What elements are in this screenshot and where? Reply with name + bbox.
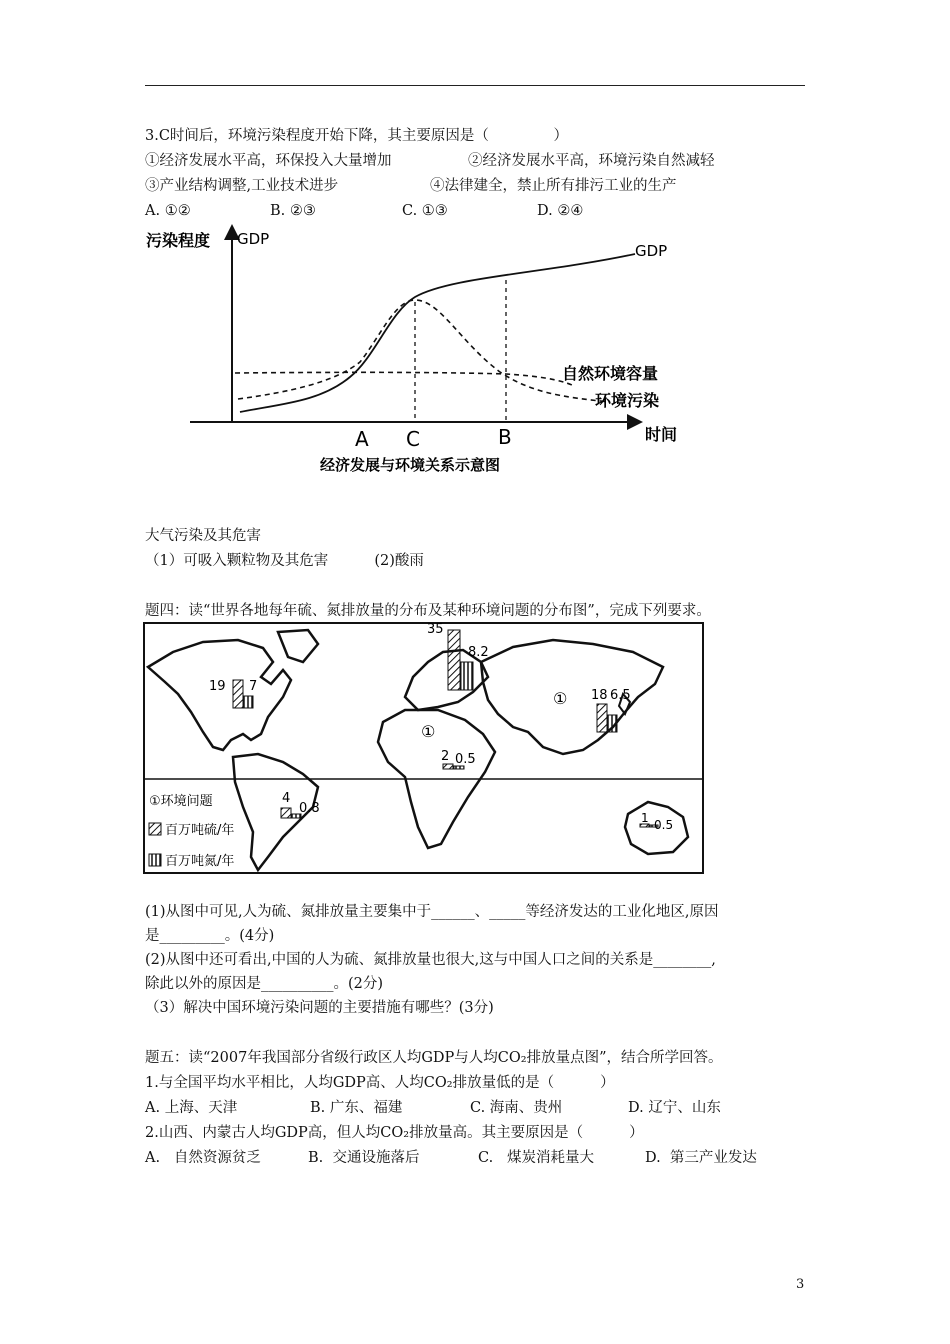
x-axis-label: 时间 [645,425,678,444]
legend-nitrogen: 百万吨氮/年 [165,854,235,869]
sa-sulfur-bar [281,808,291,818]
problem-marker-asia: ① [553,689,568,708]
graph-caption: 经济发展与环境关系示意图 [320,456,501,474]
sa-nitrogen-value: 0.8 [299,801,320,816]
gdp-curve-label: GDP [635,242,668,260]
na-nitrogen-value: 7 [249,679,258,694]
point-a-label: A [355,427,369,451]
economy-environment-graph [140,222,700,477]
q5-sub2-option-b: B. 交通设施落后 [308,1150,420,1166]
na-nitrogen-bar [244,696,253,708]
q3-choice-1: ①经济发展水平高，环保投入大量增加 [145,153,392,169]
air-pollution-title: 大气污染及其危害 [145,528,261,544]
asia-nitrogen-bar [608,715,617,732]
africa-nitrogen-value: 0.5 [455,752,476,767]
aus-nitrogen-value: 0.5 [654,818,674,832]
q4-part2-line2: 除此以外的原因是__________。(2分) [145,976,384,992]
europe-sulfur-bar [448,630,460,690]
q3-choice-2: ②经济发展水平高，环境污染自然减轻 [468,153,715,169]
q4-part1-line2: 是_________。(4分) [145,928,275,944]
q3-option-b: B. ②③ [270,203,316,219]
y-axis-label-gdp: GDP [237,230,270,248]
q5-sub1-option-c: C. 海南、贵州 [470,1100,563,1116]
na-sulfur-bar [233,680,243,708]
asia-nitrogen-value: 6.5 [610,688,631,703]
q5-stem: 题五：读“2007年我国部分省级行政区人均GDP与人均CO₂排放量点图”，结合所学回答。 [145,1050,723,1066]
point-c-label: C [406,427,420,451]
q3-choice-4: ④法律建全，禁止所有排污工业的生产 [430,178,677,194]
q5-sub1-option-d: D. 辽宁、山东 [628,1100,721,1116]
asia-sulfur-bar [597,704,607,732]
q3-option-c: C. ①③ [402,203,448,219]
q5-sub1: 1.与全国平均水平相比，人均GDP高、人均CO₂排放量低的是（ ） [145,1075,615,1091]
y-axis-label: 污染程度 [146,231,211,250]
q5-sub2-option-c: C. 煤炭消耗量大 [478,1150,595,1166]
europe-nitrogen-bar [461,662,473,690]
asia-sulfur-value: 18 [591,688,608,703]
legend-nitrogen-swatch [149,854,161,866]
na-sulfur-value: 19 [209,679,226,694]
problem-marker-africa: ① [421,722,436,741]
q4-part2-line1: (2)从图中还可看出,中国的人为硫、氮排放量也很大,这与中国人口之间的关系是________, [145,952,716,968]
gdp-curve [240,254,635,412]
q5-sub2: 2.山西、内蒙古人均GDP高，但人均CO₂排放量高。其主要原因是（ ） [145,1125,644,1141]
world-emissions-map [143,622,705,874]
aus-sulfur-value: 1 [641,811,649,825]
africa-sulfur-bar [443,764,453,769]
capacity-label: 自然环境容量 [562,364,659,383]
europe-nitrogen-value: 8.2 [468,645,489,660]
air-pollution-items: （1）可吸入颗粒物及其危害 (2)酸雨 [145,553,424,569]
q3-stem: 3.C时间后，环境污染程度开始下降，其主要原因是（ ） [145,128,568,144]
q5-sub1-option-b: B. 广东、福建 [310,1100,403,1116]
page-number: 3 [796,1277,805,1292]
q5-sub1-option-a: A. 上海、天津 [145,1100,238,1116]
q3-option-d: D. ②④ [537,203,584,219]
europe-sulfur-value: 35 [427,622,444,637]
q4-stem: 题四：读“世界各地每年硫、氮排放量的分布及某种环境问题的分布图”，完成下列要求。 [145,603,711,619]
q4-part3: （3）解决中国环境污染问题的主要措施有哪些？(3分) [145,1000,494,1016]
q3-choice-3: ③产业结构调整,工业技术进步 [145,178,339,194]
legend-sulfur-swatch [149,823,161,835]
point-b-label: B [498,425,512,449]
header-rule [145,85,805,86]
pollution-label: 环境污染 [595,391,660,410]
q4-part1-line1: (1)从图中可见,人为硫、氮排放量主要集中于______、_____等经济发达的工业化地区,原因 [145,904,719,920]
pollution-curve [238,300,610,402]
africa-sulfur-value: 2 [441,749,450,764]
sa-sulfur-value: 4 [282,791,291,806]
legend-problem: ①环境问题 [149,794,213,809]
q3-option-a: A. ①② [145,203,191,219]
q5-sub2-option-d: D. 第三产业发达 [645,1150,757,1166]
q5-sub2-option-a: A. 自然资源贫乏 [145,1150,261,1166]
legend-sulfur: 百万吨硫/年 [165,823,235,838]
